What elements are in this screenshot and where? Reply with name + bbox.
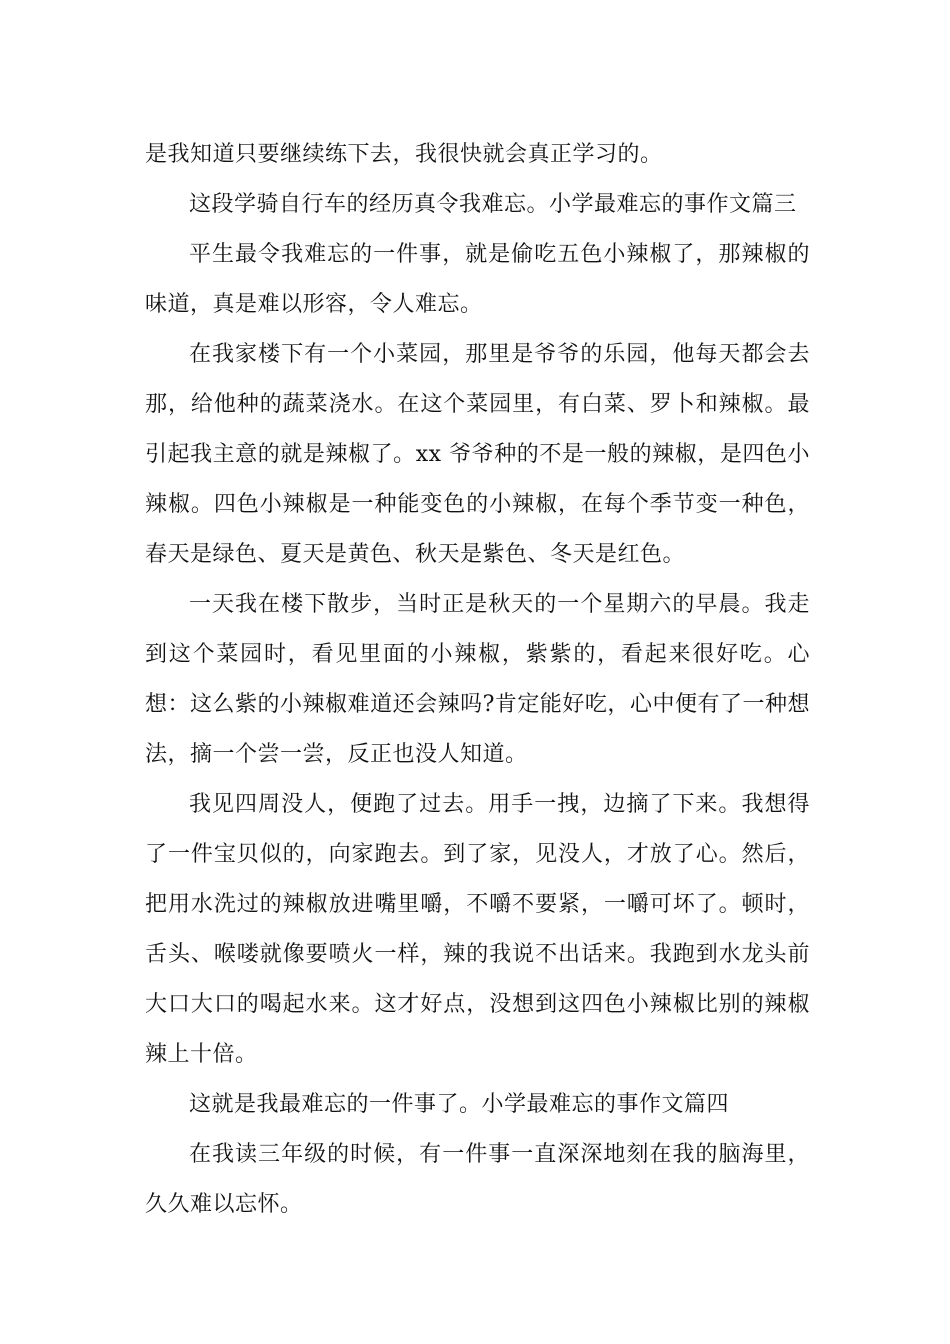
paragraph-5: 一天我在楼下散步，当时正是秋天的一个星期六的早晨。我走到这个菜园时，看见里面的小辣椒，紫紫的，看起来很好吃。心想：这么紫的小辣椒难道还会辣吗?肯定能好吃，心中便有了一种想法，摘一个尝一尝，反正也没人知道。: [145, 592, 810, 767]
paragraph-6: 我见四周没人，便跑了过去。用手一拽，边摘了下来。我想得了一件宝贝似的，向家跑去。到了家，见没人，才放了心。然后，把用水洗过的辣椒放进嘴里嚼，不嚼不要紧，一嚼可坏了。顿时，舌头、喉喽就像要喷火一样，辣的我说不出话来。我跑到水龙头前大口大口的喝起水来。这才好点，没想到这四色小辣椒比别的辣椒辣上十倍。: [145, 792, 810, 1067]
paragraph-4: 在我家楼下有一个小菜园，那里是爷爷的乐园，他每天都会去那，给他种的蔬菜浇水。在这个菜园里，有白菜、罗卜和辣椒。最引起我主意的就是辣椒了。xx 爷爷种的不是一般的辣椒，是四色小辣椒。四色小辣椒是一种能变色的小辣椒，在每个季节变一种色，春天是绿色、夏天是黄色、秋天是紫色、冬天是红色。: [145, 342, 810, 567]
paragraph-8: 在我读三年级的时候，有一件事一直深深地刻在我的脑海里，久久难以忘怀。: [145, 1142, 810, 1217]
document-body: [145, 130, 810, 1230]
paragraph-7: 这就是我最难忘的一件事了。小学最难忘的事作文篇四: [189, 1092, 730, 1117]
paragraph-3: 平生最令我难忘的一件事，就是偷吃五色小辣椒了，那辣椒的味道，真是难以形容，令人难忘。: [145, 242, 810, 317]
paragraph-2: 这段学骑自行车的经历真令我难忘。小学最难忘的事作文篇三: [189, 192, 797, 217]
paragraph-1: 是我知道只要继续练下去，我很快就会真正学习的。: [145, 142, 663, 167]
